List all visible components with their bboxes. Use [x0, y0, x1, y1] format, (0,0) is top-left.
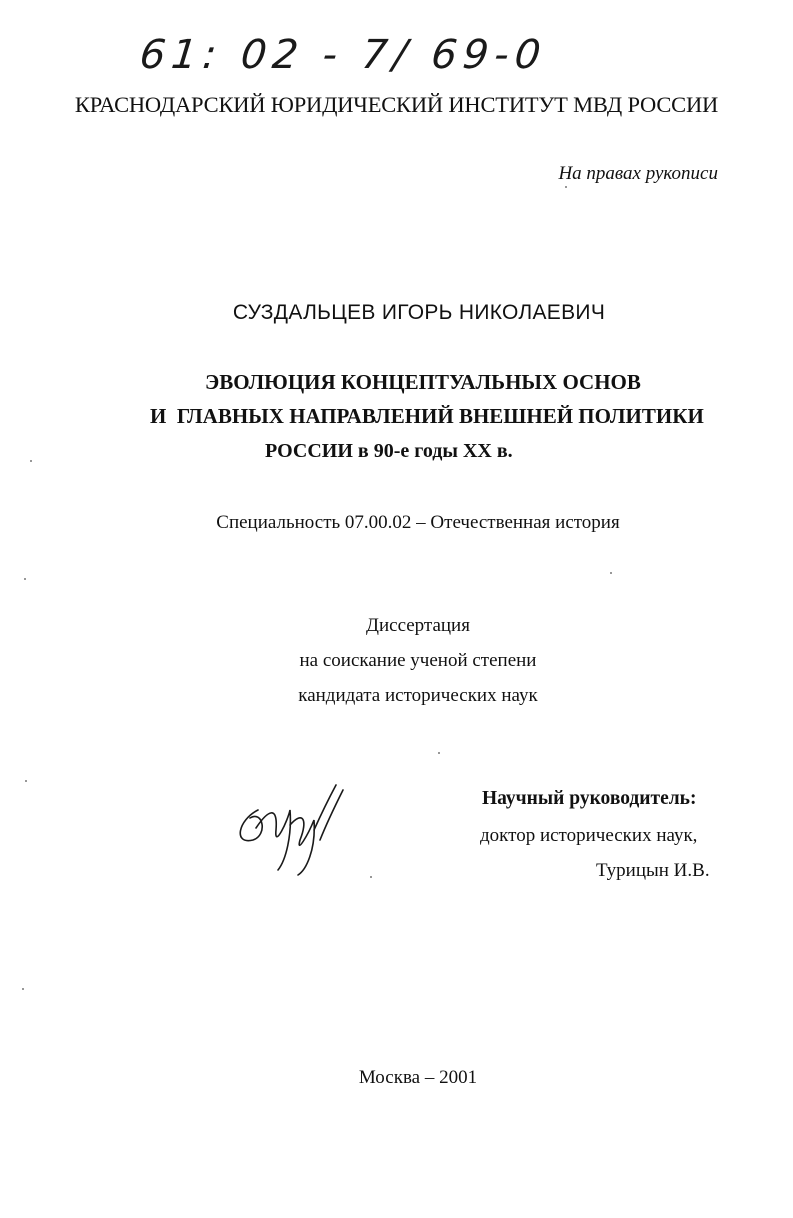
- scan-speck: [24, 578, 26, 580]
- supervisor-name: Турицын И.В.: [596, 860, 710, 881]
- author-name: СУЗДАЛЬЦЕВ ИГОРЬ НИКОЛАЕВИЧ: [232, 301, 606, 324]
- dissertation-line-2: на соискание ученой степени: [299, 650, 537, 671]
- scan-speck: [565, 186, 567, 188]
- scan-speck: [22, 988, 24, 990]
- title-line-2: И ГЛАВНЫХ НАПРАВЛЕНИЙ ВНЕШНЕЙ ПОЛИТИКИ: [150, 404, 704, 428]
- supervisor-label: Научный руководитель:: [482, 788, 697, 809]
- author-signature: [228, 780, 348, 880]
- dissertation-line-1: Диссертация: [366, 615, 470, 636]
- dissertation-line-3: кандидата исторических наук: [298, 685, 538, 706]
- specialty-line: Специальность 07.00.02 – Отечественная история: [216, 512, 620, 533]
- institute-name: КРАСНОДАРСКИЙ ЮРИДИЧЕСКИЙ ИНСТИТУТ МВД РОССИИ: [74, 92, 719, 117]
- title-line-1: ЭВОЛЮЦИЯ КОНЦЕПТУАЛЬНЫХ ОСНОВ: [205, 370, 641, 394]
- scan-speck: [25, 780, 27, 782]
- manuscript-rights-note: На правах рукописи: [558, 163, 718, 184]
- scan-speck: [610, 572, 612, 574]
- archive-code-handwritten: 61: 02 - 7/ 69-0: [137, 32, 549, 78]
- supervisor-degree: доктор исторических наук,: [480, 825, 698, 846]
- scan-speck: [30, 460, 32, 462]
- title-line-3: РОССИИ в 90-е годы XX в.: [265, 440, 513, 462]
- scan-speck: [438, 752, 440, 754]
- scan-speck: [370, 876, 372, 878]
- place-and-year: Москва – 2001: [358, 1067, 478, 1088]
